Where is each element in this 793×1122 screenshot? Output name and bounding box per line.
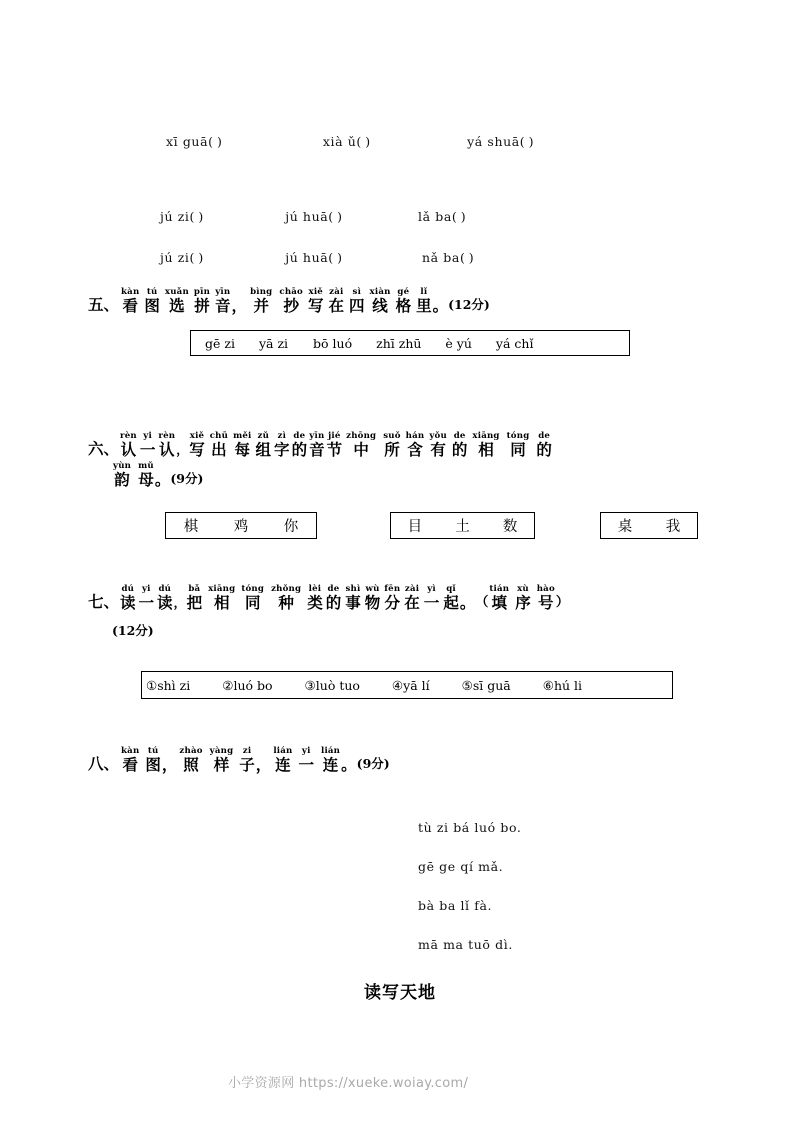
ruby-pinyin: yi	[301, 746, 311, 756]
ruby-pinyin: zi	[242, 746, 252, 756]
ruby-unit	[139, 585, 155, 611]
pinyin-blank-cell	[422, 250, 474, 265]
answer-blank[interactable]: ( )	[356, 134, 371, 149]
ruby-unit	[370, 288, 391, 314]
ruby-pinyin: zǔ	[257, 431, 270, 441]
char-group-box[interactable]	[165, 512, 317, 539]
ruby-hanzi: 拼	[194, 297, 210, 315]
ruby-hanzi: 的	[291, 441, 308, 459]
item-pinyin: yā lí	[403, 677, 430, 693]
pinyin-blank-row	[160, 250, 474, 265]
ruby-hanzi: 母	[138, 471, 154, 489]
ruby-unit	[210, 747, 234, 773]
ruby-pinyin: xuǎn	[164, 287, 189, 297]
section-six-heading-line2	[88, 462, 553, 488]
numbered-item[interactable]	[146, 678, 190, 693]
punctuation: 。	[341, 756, 357, 774]
ruby-unit	[384, 585, 400, 611]
char-item: 我	[665, 519, 681, 535]
ruby-pinyin: yùn	[113, 461, 132, 471]
pinyin-text: jú huā	[285, 209, 329, 224]
ruby-pinyin: tóng	[241, 584, 265, 594]
ruby-unit	[349, 288, 365, 314]
ruby-hanzi: 选	[169, 297, 185, 315]
ruby-pinyin: yì	[427, 584, 436, 594]
char-item: 目	[407, 519, 423, 535]
ruby-pinyin: de	[453, 431, 466, 441]
word-bank-item[interactable]: yá chǐ	[495, 335, 534, 351]
ruby-pinyin: yàng	[209, 746, 234, 756]
punctuation: ，	[255, 756, 272, 774]
ruby-unit	[250, 288, 272, 314]
ruby-unit	[279, 288, 303, 314]
ruby-hanzi: 有	[430, 441, 446, 459]
ruby-hanzi: 类	[307, 594, 323, 612]
ruby-unit	[298, 747, 314, 773]
numbered-item[interactable]	[392, 678, 430, 693]
ruby-hanzi: 序	[515, 594, 531, 612]
section-seven-score-line	[88, 623, 569, 640]
ruby-unit	[120, 585, 136, 611]
ruby-hanzi: 连	[322, 756, 339, 774]
ruby-pinyin: yi	[143, 431, 152, 441]
ruby-pinyin: shì	[345, 584, 361, 594]
ruby-pinyin: chū	[209, 431, 229, 441]
ruby-hanzi: 把	[186, 594, 203, 612]
ruby-pinyin: xiāng	[472, 431, 500, 441]
ruby-hanzi: 读	[157, 594, 173, 612]
ruby-hanzi: 同	[510, 441, 526, 459]
ruby-unit	[443, 585, 459, 611]
pinyin-text: jú zi	[160, 209, 190, 224]
ruby-pinyin: měi	[233, 431, 252, 441]
char-item: 土	[455, 519, 470, 535]
ruby-pinyin: zhōng	[346, 431, 377, 441]
ruby-unit	[194, 288, 210, 314]
ruby-unit	[210, 432, 228, 458]
ruby-hanzi: 含	[407, 441, 423, 459]
ruby-hanzi: 读	[120, 594, 136, 612]
ruby-unit	[515, 585, 531, 611]
pinyin-blank-cell	[323, 134, 370, 149]
ruby-unit	[158, 432, 175, 458]
ruby-hanzi: 认	[120, 441, 137, 459]
pinyin-blank-row	[160, 209, 466, 224]
pinyin-blank-cell	[418, 209, 466, 224]
answer-blank[interactable]: ( )	[328, 250, 343, 265]
punctuation: 。	[154, 471, 171, 489]
ruby-pinyin: lǐ	[420, 287, 428, 297]
ruby-unit	[187, 585, 203, 611]
pinyin-text: jú zi	[160, 250, 190, 265]
pinyin-blank-cell	[285, 250, 342, 265]
ruby-pinyin: tú	[147, 746, 159, 756]
section-six-heading	[88, 432, 553, 458]
ruby-pinyin: hào	[536, 584, 555, 594]
ruby-pinyin: rèn	[120, 431, 137, 441]
ruby-pinyin: kàn	[121, 287, 140, 297]
ruby-hanzi: 相	[213, 594, 230, 612]
section-seven	[88, 585, 569, 640]
ruby-pinyin: fēn	[384, 584, 401, 594]
ruby-hanzi: 图	[144, 297, 160, 315]
ruby-pinyin: xiě	[308, 287, 323, 297]
ruby-unit	[189, 432, 205, 458]
ruby-pinyin: xiě	[189, 431, 205, 441]
ruby-pinyin: lèi	[308, 584, 322, 594]
item-pinyin: sī guā	[472, 677, 511, 693]
ruby-pinyin: yǒu	[429, 431, 447, 441]
ruby-pinyin: de	[327, 584, 340, 594]
ruby-unit	[140, 432, 156, 458]
ruby-unit	[406, 432, 425, 458]
ruby-hanzi: 字	[274, 441, 290, 459]
section-score: (9分)	[170, 471, 204, 486]
section-seven-heading	[88, 585, 569, 611]
word-bank-item[interactable]: zhī zhū	[376, 335, 422, 351]
ruby-pinyin: lián	[273, 746, 293, 756]
punctuation: ）	[555, 595, 569, 610]
ruby-hanzi: 一	[138, 594, 155, 612]
ruby-pinyin: lián	[320, 746, 341, 756]
ruby-hanzi: 照	[183, 756, 199, 774]
ruby-pinyin: hán	[405, 431, 425, 441]
char-item: 数	[502, 519, 518, 535]
ruby-hanzi: 韵	[114, 471, 130, 489]
pinyin-text: xià ǔ	[322, 134, 357, 149]
ruby-hanzi: 连	[275, 756, 291, 774]
watermark: 小学资源网 https://xueke.woiay.com/	[228, 1076, 469, 1091]
ruby-pinyin: gé	[397, 287, 410, 297]
ruby-pinyin: tóng	[506, 431, 530, 441]
ruby-unit	[121, 747, 139, 773]
ruby-pinyin: zhǒng	[271, 584, 302, 594]
ruby-unit	[239, 747, 255, 773]
answer-blank[interactable]: ( )	[459, 250, 474, 265]
ruby-unit	[144, 288, 160, 314]
ruby-pinyin: kàn	[121, 746, 140, 756]
page-section-title: 读写天地	[364, 983, 436, 1003]
ruby-hanzi: 事	[345, 594, 361, 612]
numbered-item[interactable]	[543, 678, 582, 693]
ruby-pinyin: suǒ	[383, 431, 401, 441]
pinyin-text: yá shuā	[467, 134, 520, 149]
section-five-heading	[88, 288, 490, 314]
ruby-unit	[424, 585, 440, 611]
ruby-hanzi: 同	[244, 594, 261, 612]
ruby-pinyin: xù	[517, 584, 529, 594]
section-number: 八、	[88, 754, 120, 773]
pinyin-blank-cell	[160, 209, 203, 224]
item-pinyin: luó bo	[233, 677, 273, 693]
section-eight	[88, 747, 390, 773]
ruby-unit	[308, 288, 324, 314]
ruby-hanzi: 并	[253, 297, 269, 315]
item-pinyin: hú li	[553, 677, 583, 693]
ruby-hanzi: 样	[213, 756, 230, 774]
ruby-hanzi: 音	[215, 297, 231, 315]
ruby-hanzi: 里	[416, 297, 432, 315]
ruby-pinyin: chāo	[279, 287, 303, 297]
answer-blank[interactable]: ( )	[328, 209, 343, 224]
sentence-item[interactable]: bà ba lǐ fà.	[418, 898, 493, 913]
ruby-hanzi: 组	[255, 441, 272, 459]
ruby-unit	[507, 432, 530, 458]
ruby-unit	[121, 288, 139, 314]
ruby-unit	[120, 432, 137, 458]
ruby-unit	[271, 585, 301, 611]
ruby-unit	[536, 432, 552, 458]
ruby-hanzi: 的	[325, 594, 342, 612]
ruby-hanzi: 每	[234, 441, 251, 459]
ruby-unit	[215, 288, 231, 314]
word-bank-box-five	[190, 330, 630, 356]
pinyin-blank-cell	[160, 250, 203, 265]
ruby-pinyin: bǎ	[188, 584, 201, 594]
ruby-pinyin: zì	[277, 431, 287, 441]
pinyin-text: jú huā	[285, 250, 329, 265]
punctuation: 。	[432, 297, 449, 315]
ruby-unit	[383, 432, 400, 458]
item-marker: ③	[304, 677, 316, 693]
ruby-pinyin: pīn	[193, 287, 211, 297]
ruby-hanzi: 分	[384, 594, 401, 612]
ruby-unit	[472, 432, 499, 458]
punctuation: ，	[231, 297, 248, 315]
ruby-unit	[113, 462, 131, 488]
section-eight-heading	[88, 747, 390, 773]
punctuation: ，	[173, 596, 186, 610]
char-item: 你	[283, 519, 299, 535]
ruby-unit	[273, 747, 292, 773]
ruby-pinyin: zài	[329, 287, 344, 297]
ruby-hanzi: 种	[278, 594, 294, 612]
ruby-hanzi: 相	[478, 441, 494, 459]
ruby-unit	[329, 288, 345, 314]
word-bank-item[interactable]: gē zi	[205, 335, 235, 351]
ruby-hanzi: 物	[364, 594, 381, 612]
ruby-unit	[396, 288, 412, 314]
numbered-item[interactable]	[222, 678, 272, 693]
ruby-unit	[345, 585, 361, 611]
char-item: 棋	[183, 519, 199, 535]
ruby-hanzi: 中	[353, 441, 369, 459]
ruby-pinyin: dú	[121, 584, 135, 594]
ruby-unit	[489, 585, 509, 611]
numbered-items-box	[141, 671, 673, 699]
section-score: (12分)	[448, 297, 490, 312]
answer-blank[interactable]: ( )	[189, 209, 204, 224]
section-number: 五、	[88, 295, 120, 314]
item-marker: ②	[222, 677, 234, 693]
ruby-hanzi: 抄	[283, 297, 299, 315]
ruby-pinyin: wù	[365, 584, 380, 594]
ruby-hanzi: 子	[239, 756, 255, 774]
ruby-hanzi: 节	[326, 441, 343, 459]
ruby-hanzi: 图	[145, 756, 161, 774]
word-bank-item[interactable]: bō luó	[313, 335, 353, 351]
ruby-pinyin: sì	[352, 287, 362, 297]
ruby-hanzi: 起	[443, 594, 459, 612]
pinyin-text: lǎ ba	[418, 209, 452, 224]
ruby-pinyin: bìng	[250, 287, 273, 297]
section-six	[88, 432, 553, 488]
item-marker: ④	[391, 677, 404, 693]
pinyin-text: xī guā	[166, 134, 209, 149]
answer-blank[interactable]: ( )	[519, 134, 534, 149]
char-item: 桌	[617, 519, 633, 535]
ruby-unit	[292, 432, 308, 458]
ruby-hanzi: 填	[491, 594, 508, 612]
ruby-unit	[321, 747, 340, 773]
ruby-unit	[179, 747, 202, 773]
ruby-unit	[145, 747, 161, 773]
ruby-hanzi: 四	[349, 297, 365, 315]
ruby-hanzi: 看	[122, 297, 138, 315]
char-group-box[interactable]	[600, 512, 698, 539]
ruby-unit	[256, 432, 272, 458]
section-score: (9分)	[356, 756, 390, 771]
ruby-unit	[346, 432, 376, 458]
char-group-box[interactable]	[390, 512, 535, 539]
ruby-hanzi: 音	[309, 441, 325, 459]
ruby-unit	[157, 585, 173, 611]
ruby-hanzi: 一	[423, 594, 440, 612]
char-item: 鸡	[233, 519, 249, 535]
section-number: 七、	[88, 592, 120, 611]
pinyin-blank-cell	[285, 209, 342, 224]
ruby-unit	[404, 585, 420, 611]
word-bank-item[interactable]: è yú	[445, 335, 472, 351]
ruby-hanzi: 的	[451, 441, 468, 459]
ruby-unit	[452, 432, 468, 458]
sentence-item[interactable]: gē ge qí mǎ.	[418, 859, 504, 874]
sentence-item[interactable]: mā ma tuō dì.	[418, 937, 513, 952]
item-pinyin: luò tuo	[315, 677, 360, 693]
ruby-pinyin: zài	[404, 584, 420, 594]
answer-blank[interactable]: ( )	[189, 250, 204, 265]
ruby-hanzi: 在	[404, 594, 420, 612]
punctuation: 。	[459, 594, 476, 612]
ruby-pinyin: yīn	[215, 287, 231, 297]
ruby-hanzi: 一	[298, 756, 314, 774]
ruby-unit	[274, 432, 290, 458]
ruby-pinyin: de	[538, 431, 551, 441]
ruby-unit	[241, 585, 264, 611]
ruby-pinyin: zhào	[179, 746, 203, 756]
ruby-unit	[307, 585, 323, 611]
ruby-hanzi: 线	[372, 297, 388, 315]
ruby-unit	[365, 585, 381, 611]
sentence-item[interactable]: tù zi bá luó bo.	[418, 820, 522, 835]
pinyin-blank-cell	[166, 134, 222, 149]
ruby-hanzi: 写	[189, 441, 205, 459]
ruby-pinyin: tián	[489, 584, 510, 594]
ruby-pinyin: xiāng	[208, 584, 236, 594]
ruby-unit	[429, 432, 447, 458]
ruby-pinyin: mǔ	[138, 461, 154, 471]
sentence-list	[418, 820, 521, 976]
answer-blank[interactable]: ( )	[208, 134, 222, 149]
section-five	[88, 288, 490, 314]
ruby-unit	[416, 288, 432, 314]
ruby-pinyin: tú	[146, 287, 158, 297]
item-pinyin: shì zi	[157, 677, 191, 693]
item-marker: ⑥	[542, 677, 554, 693]
ruby-hanzi: 在	[328, 297, 345, 315]
item-marker: ①	[146, 677, 158, 693]
ruby-hanzi: 所	[384, 441, 400, 459]
section-score: (12分)	[112, 623, 154, 638]
ruby-pinyin: yīn	[309, 431, 325, 441]
ruby-unit	[309, 432, 325, 458]
word-bank-item[interactable]: yā zi	[258, 335, 289, 351]
answer-blank[interactable]: ( )	[451, 209, 466, 224]
ruby-pinyin: jié	[328, 431, 341, 441]
pinyin-blank-cell	[467, 134, 533, 149]
ruby-unit	[208, 585, 235, 611]
ruby-pinyin: qǐ	[446, 584, 456, 594]
ruby-pinyin: xiàn	[369, 287, 391, 297]
punctuation: ，	[176, 443, 189, 457]
pinyin-text: nǎ ba	[422, 250, 460, 265]
item-marker: ⑤	[461, 677, 473, 693]
pinyin-blank-row	[166, 134, 534, 149]
ruby-unit	[138, 462, 154, 488]
ruby-pinyin: rèn	[158, 431, 176, 441]
ruby-hanzi: 写	[308, 297, 324, 315]
ruby-unit	[537, 585, 555, 611]
ruby-hanzi: 一	[139, 441, 156, 459]
ruby-unit	[233, 432, 251, 458]
ruby-pinyin: de	[293, 431, 306, 441]
ruby-hanzi: 认	[159, 441, 175, 459]
ruby-hanzi: 看	[122, 756, 138, 774]
punctuation: ，	[161, 756, 178, 774]
ruby-pinyin: dú	[158, 584, 172, 594]
ruby-unit	[326, 585, 342, 611]
ruby-hanzi: 出	[211, 441, 227, 459]
numbered-item[interactable]	[462, 678, 511, 693]
ruby-hanzi: 的	[536, 441, 552, 459]
ruby-hanzi: 格	[395, 297, 412, 315]
section-number: 六、	[88, 439, 120, 458]
ruby-hanzi: 号	[538, 594, 554, 612]
ruby-unit	[327, 432, 343, 458]
ruby-pinyin: yi	[141, 584, 151, 594]
punctuation: （	[475, 595, 489, 610]
numbered-item[interactable]	[305, 678, 360, 693]
ruby-unit	[165, 288, 189, 314]
